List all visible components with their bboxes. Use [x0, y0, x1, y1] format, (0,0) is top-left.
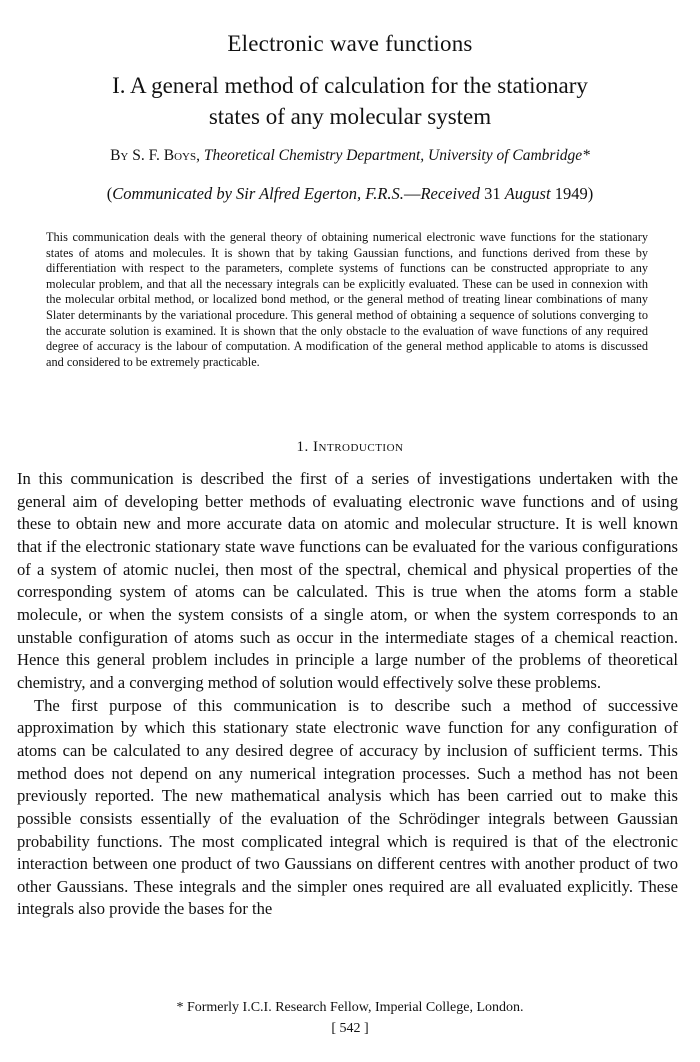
paragraph-1: In this communication is described the first of a series of investigations undertaken with the general aim of developing better methods of evaluating electronic wave functions and of using these to obtain new and more accurate data on atomic and molecular structure. It is well known that if the electronic stationary state wave functions can be evaluated for the various configurations of a system of atomic nuclei, then most of the spectral, chemical and physical properties of the corresponding system of atoms can be calculated. This is true when the atoms form a stable molecule, or when the system consists of a single atom, or when the system corresponds to an unstable configuration of atoms such as occur in the intermediate stages of a chemical reaction. Hence this general problem includes in principle a large number of the problems of theoretical chemistry, and a converging method of solution would effectively solve these problems. [17, 469, 678, 692]
heading-line-2: states of any molecular system [208, 104, 492, 129]
received-month: August [504, 184, 551, 203]
received-year: 1949) [554, 184, 594, 203]
author-affiliation: Theoretical Chemistry Department, University of Cambridge* [203, 147, 590, 164]
communicated-open: ( [106, 184, 113, 203]
paragraph-2: The first purpose of this communication is to describe such a method of successive approximation by which this stationary state electronic wave function for any configuration of atoms can be calculated to any desired degree of accuracy by inclusion of sufficient terms. This method does not depend on any numerical integration processes. Such a method has not been previously reported. The new mathematical analysis which has been carried out to make this possible consists essentially of the evaluation of the Schrödinger integrals between Gaussian probability functions. The most complicated integral which is required is that of the electronic interaction between one product of two Gaussians on different centres with another product of two other Gaussians. These integrals and the simpler ones required are all evaluated explicitly. These integrals also provide the bases for the [17, 695, 678, 919]
heading-number: I. [112, 73, 126, 98]
paper-heading [20, 70, 680, 132]
page-number: [ 542 ] [331, 1021, 369, 1036]
heading-line-1 [20, 70, 680, 101]
heading-text-1: A general method of calculation for the stationary [129, 73, 588, 98]
author-by: By [110, 147, 129, 164]
series-title: Electronic wave functions [227, 31, 473, 56]
author-line [0, 146, 700, 166]
footnote: * Formerly I.C.I. Research Fellow, Imperial College, London. [176, 1000, 524, 1015]
communicated-by: Communicated by Sir Alfred Egerton, F.R.S. [112, 184, 404, 203]
section-number: 1. [296, 439, 309, 455]
received-day: 31 [484, 184, 501, 203]
author-name: S. F. Boys, [132, 147, 200, 164]
received-label: Received [420, 184, 480, 203]
section-heading [0, 437, 700, 457]
abstract: This communication deals with the general theory of obtaining numerical electronic wave functions for the stationary states of atoms and molecules. It is shown that by taking Gaussian functions, and functions derived from these by differentiation with respect to the parameters, complete systems of functions can be constructed appropriate to any molecular problem, and that all the necessary integrals can be explicitly evaluated. These can be used in connexion with the molecular orbital method, or localized bond method, or the general method of treating linear combinations of many Slater determinants by the variational procedure. This general method of obtaining a sequence of solutions converging to the accurate solution is examined. It is shown that the only obstacle to the evaluation of wave functions of any required degree of accuracy is the labour of computation. A modification of the general method applicable to atoms is discussed and considered to be extremely practicable. [46, 230, 648, 369]
body-text [17, 468, 678, 921]
communicated-line: (Communicated by Sir Alfred Egerton, F.R.S.—Received 31 August 1949) [106, 184, 594, 203]
section-title: Introduction [313, 439, 404, 455]
